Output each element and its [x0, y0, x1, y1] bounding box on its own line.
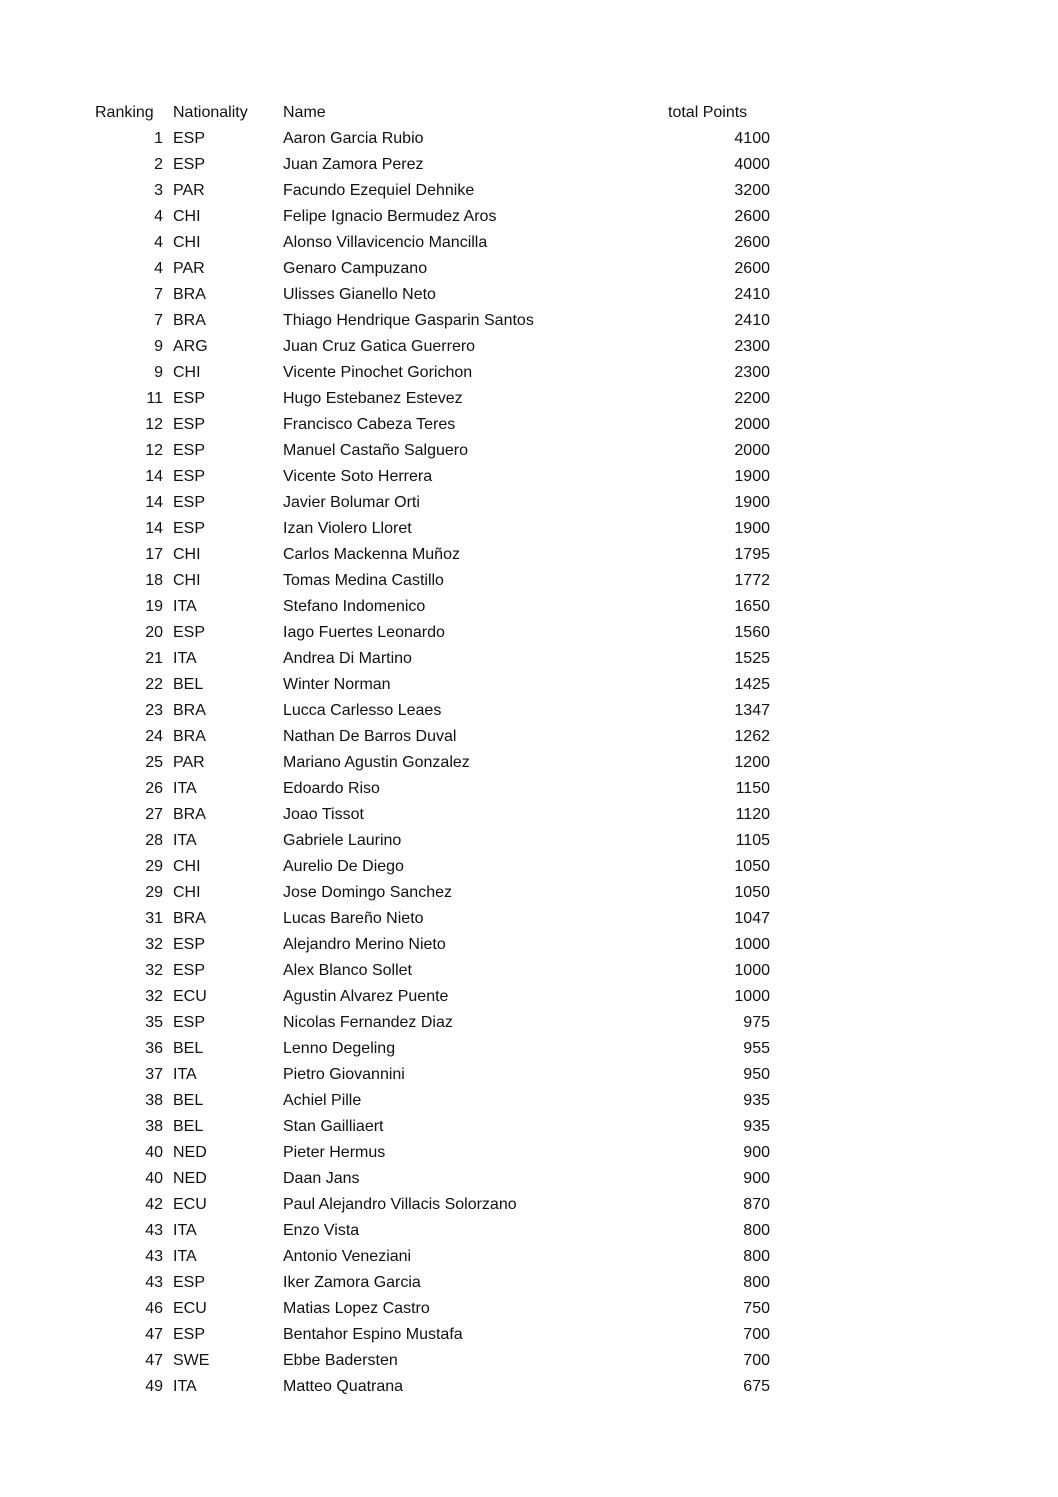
points-cell: 950	[743, 1066, 770, 1083]
table-row	[95, 542, 1058, 568]
nationality-cell: ECU	[173, 1300, 207, 1317]
nationality-cell: ARG	[173, 338, 208, 355]
table-row	[95, 880, 1058, 906]
name-cell: Carlos Mackenna Muñoz	[283, 546, 460, 563]
name-cell: Vicente Soto Herrera	[283, 468, 433, 485]
name-cell: Izan Violero Lloret	[283, 520, 412, 537]
rank-cell: 31	[145, 910, 163, 927]
nationality-cell: ESP	[173, 156, 206, 173]
nationality-cell: ITA	[173, 650, 197, 667]
nationality-cell: ECU	[173, 988, 207, 1005]
nationality-cell: BEL	[173, 1040, 204, 1057]
table-row	[95, 724, 1058, 750]
rank-cell: 22	[145, 676, 163, 693]
points-cell: 4000	[734, 156, 770, 173]
rank-cell: 12	[145, 442, 163, 459]
table-row	[95, 1166, 1058, 1192]
rank-cell: 35	[145, 1014, 163, 1031]
rank-cell: 25	[145, 754, 163, 771]
name-cell: Ebbe Badersten	[283, 1352, 398, 1369]
table-row	[95, 1322, 1058, 1348]
nationality-cell: ESP	[173, 130, 206, 147]
rank-cell: 18	[145, 572, 163, 589]
points-cell: 1200	[734, 754, 770, 771]
column-header-total-points: total Points	[668, 104, 748, 121]
nationality-cell: ESP	[173, 1326, 206, 1343]
rank-cell: 24	[145, 728, 163, 745]
points-cell: 1425	[734, 676, 770, 693]
name-cell: Aurelio De Diego	[283, 858, 404, 875]
table-row	[95, 906, 1058, 932]
points-cell: 1050	[734, 884, 770, 901]
rank-cell: 38	[145, 1092, 163, 1109]
points-cell: 900	[743, 1144, 770, 1161]
name-cell: Felipe Ignacio Bermudez Aros	[283, 208, 497, 225]
rank-cell: 7	[154, 286, 163, 303]
nationality-cell: CHI	[173, 858, 201, 875]
points-cell: 2600	[734, 260, 770, 277]
table-row	[95, 386, 1058, 412]
nationality-cell: BRA	[173, 806, 206, 823]
points-cell: 2200	[734, 390, 770, 407]
nationality-cell: ESP	[173, 442, 206, 459]
points-cell: 1650	[734, 598, 770, 615]
rank-cell: 43	[145, 1248, 163, 1265]
name-cell: Winter Norman	[283, 676, 391, 693]
nationality-cell: ESP	[173, 962, 206, 979]
points-cell: 1347	[734, 702, 770, 719]
points-cell: 1900	[734, 520, 770, 537]
rank-cell: 20	[145, 624, 163, 641]
rank-cell: 47	[145, 1352, 163, 1369]
nationality-cell: BRA	[173, 910, 206, 927]
points-cell: 675	[743, 1378, 770, 1395]
name-cell: Jose Domingo Sanchez	[283, 884, 452, 901]
table-row	[95, 1140, 1058, 1166]
table-row	[95, 360, 1058, 386]
rank-cell: 9	[154, 364, 163, 381]
points-cell: 1120	[735, 806, 770, 823]
table-row	[95, 438, 1058, 464]
table-row	[95, 620, 1058, 646]
nationality-cell: ITA	[173, 832, 197, 849]
name-cell: Juan Zamora Perez	[283, 156, 424, 173]
nationality-cell: BEL	[173, 676, 204, 693]
nationality-cell: CHI	[173, 572, 201, 589]
rank-cell: 29	[145, 858, 163, 875]
table-row	[95, 1010, 1058, 1036]
points-cell: 1000	[734, 962, 770, 979]
name-cell: Nathan De Barros Duval	[283, 728, 457, 745]
table-row	[95, 828, 1058, 854]
table-row	[95, 1192, 1058, 1218]
rank-cell: 40	[145, 1170, 163, 1187]
table-header-row	[95, 100, 1058, 126]
table-row	[95, 334, 1058, 360]
points-cell: 1050	[734, 858, 770, 875]
nationality-cell: CHI	[173, 208, 201, 225]
points-cell: 900	[743, 1170, 770, 1187]
nationality-cell: ITA	[173, 1378, 197, 1395]
name-cell: Iker Zamora Garcia	[283, 1274, 421, 1291]
name-cell: Andrea Di Martino	[283, 650, 412, 667]
rank-cell: 17	[145, 546, 163, 563]
nationality-cell: ESP	[173, 624, 206, 641]
nationality-cell: ESP	[173, 494, 206, 511]
rank-cell: 12	[145, 416, 163, 433]
name-cell: Aaron Garcia Rubio	[283, 130, 424, 147]
column-header-ranking: Ranking	[95, 104, 154, 121]
rank-cell: 38	[145, 1118, 163, 1135]
points-cell: 2410	[734, 286, 770, 303]
nationality-cell: PAR	[173, 754, 205, 771]
rank-cell: 42	[145, 1196, 163, 1213]
name-cell: Matteo Quatrana	[283, 1378, 404, 1395]
name-cell: Javier Bolumar Orti	[283, 494, 420, 511]
table-row	[95, 230, 1058, 256]
rank-cell: 29	[145, 884, 163, 901]
rank-cell: 32	[145, 936, 163, 953]
rank-cell: 19	[145, 598, 163, 615]
points-cell: 800	[743, 1222, 770, 1239]
name-cell: Joao Tissot	[283, 806, 364, 823]
name-cell: Facundo Ezequiel Dehnike	[283, 182, 475, 199]
column-header-name: Name	[283, 104, 326, 121]
rank-cell: 47	[145, 1326, 163, 1343]
nationality-cell: BRA	[173, 702, 206, 719]
name-cell: Vicente Pinochet Gorichon	[283, 364, 473, 381]
table-row	[95, 412, 1058, 438]
table-row	[95, 308, 1058, 334]
rank-cell: 1	[154, 130, 163, 147]
ranking-table	[95, 100, 1058, 1400]
table-row	[95, 178, 1058, 204]
points-cell: 1047	[734, 910, 770, 927]
nationality-cell: NED	[173, 1144, 207, 1161]
rank-cell: 28	[145, 832, 163, 849]
table-row	[95, 464, 1058, 490]
points-cell: 3200	[734, 182, 770, 199]
table-row	[95, 984, 1058, 1010]
table-row	[95, 1218, 1058, 1244]
name-cell: Agustin Alvarez Puente	[283, 988, 449, 1005]
points-cell: 2000	[734, 442, 770, 459]
rank-cell: 49	[145, 1378, 163, 1395]
nationality-cell: ECU	[173, 1196, 207, 1213]
table-row	[95, 802, 1058, 828]
name-cell: Daan Jans	[283, 1170, 360, 1187]
rank-cell: 4	[154, 260, 163, 277]
name-cell: Lucca Carlesso Leaes	[283, 702, 442, 719]
points-cell: 2000	[734, 416, 770, 433]
nationality-cell: PAR	[173, 182, 205, 199]
rank-cell: 4	[154, 234, 163, 251]
rank-cell: 37	[145, 1066, 163, 1083]
name-cell: Bentahor Espino Mustafa	[283, 1326, 463, 1343]
points-cell: 700	[743, 1352, 770, 1369]
nationality-cell: BRA	[173, 728, 206, 745]
nationality-cell: ESP	[173, 1014, 206, 1031]
name-cell: Stan Gailliaert	[283, 1118, 384, 1135]
points-cell: 2600	[734, 234, 770, 251]
points-cell: 935	[743, 1118, 770, 1135]
nationality-cell: CHI	[173, 546, 201, 563]
name-cell: Pietro Giovannini	[283, 1066, 405, 1083]
rank-cell: 32	[145, 988, 163, 1005]
rank-cell: 11	[146, 390, 163, 407]
rank-cell: 14	[145, 520, 163, 537]
points-cell: 700	[743, 1326, 770, 1343]
points-cell: 1262	[734, 728, 770, 745]
points-cell: 1900	[734, 468, 770, 485]
name-cell: Lucas Bareño Nieto	[283, 910, 424, 927]
rank-cell: 43	[145, 1222, 163, 1239]
points-cell: 975	[743, 1014, 770, 1031]
table-row	[95, 672, 1058, 698]
name-cell: Achiel Pille	[283, 1092, 362, 1109]
points-cell: 750	[743, 1300, 770, 1317]
table-row	[95, 1348, 1058, 1374]
nationality-cell: ESP	[173, 390, 206, 407]
rank-cell: 36	[145, 1040, 163, 1057]
points-cell: 800	[743, 1274, 770, 1291]
table-row	[95, 1270, 1058, 1296]
table-row	[95, 698, 1058, 724]
rank-cell: 2	[154, 156, 163, 173]
rank-cell: 23	[145, 702, 163, 719]
nationality-cell: ESP	[173, 936, 206, 953]
points-cell: 2600	[734, 208, 770, 225]
rank-cell: 32	[145, 962, 163, 979]
name-cell: Enzo Vista	[283, 1222, 360, 1239]
table-row	[95, 204, 1058, 230]
name-cell: Pieter Hermus	[283, 1144, 386, 1161]
name-cell: Thiago Hendrique Gasparin Santos	[283, 312, 534, 329]
name-cell: Matias Lopez Castro	[283, 1300, 430, 1317]
rank-cell: 4	[154, 208, 163, 225]
points-cell: 2410	[734, 312, 770, 329]
points-cell: 2300	[734, 364, 770, 381]
table-row	[95, 594, 1058, 620]
name-cell: Alejandro Merino Nieto	[283, 936, 446, 953]
nationality-cell: BEL	[173, 1118, 204, 1135]
table-row	[95, 646, 1058, 672]
points-cell: 1772	[734, 572, 770, 589]
name-cell: Hugo Estebanez Estevez	[283, 390, 463, 407]
nationality-cell: ESP	[173, 1274, 206, 1291]
name-cell: Genaro Campuzano	[283, 260, 428, 277]
name-cell: Ulisses Gianello Neto	[283, 286, 436, 303]
rank-cell: 46	[145, 1300, 163, 1317]
rank-cell: 3	[154, 182, 163, 199]
name-cell: Lenno Degeling	[283, 1040, 396, 1057]
points-cell: 1525	[734, 650, 770, 667]
table-row	[95, 126, 1058, 152]
nationality-cell: BRA	[173, 312, 206, 329]
name-cell: Iago Fuertes Leonardo	[283, 624, 445, 641]
points-cell: 4100	[734, 130, 770, 147]
name-cell: Francisco Cabeza Teres	[283, 416, 456, 433]
table-row	[95, 152, 1058, 178]
name-cell: Stefano Indomenico	[283, 598, 426, 615]
table-row	[95, 516, 1058, 542]
points-cell: 870	[743, 1196, 770, 1213]
nationality-cell: ESP	[173, 416, 206, 433]
name-cell: Mariano Agustin Gonzalez	[283, 754, 470, 771]
table-row	[95, 568, 1058, 594]
table-row	[95, 958, 1058, 984]
nationality-cell: CHI	[173, 884, 201, 901]
table-row	[95, 1036, 1058, 1062]
rank-cell: 43	[145, 1274, 163, 1291]
rank-cell: 21	[145, 650, 163, 667]
points-cell: 1150	[735, 780, 770, 797]
nationality-cell: NED	[173, 1170, 207, 1187]
table-row	[95, 1114, 1058, 1140]
table-row	[95, 1296, 1058, 1322]
points-cell: 955	[743, 1040, 770, 1057]
name-cell: Alonso Villavicencio Mancilla	[283, 234, 488, 251]
table-row	[95, 776, 1058, 802]
table-row	[95, 932, 1058, 958]
rank-cell: 40	[145, 1144, 163, 1161]
table-body	[95, 126, 1058, 1400]
nationality-cell: ITA	[173, 1248, 197, 1265]
name-cell: Antonio Veneziani	[283, 1248, 412, 1265]
points-cell: 935	[743, 1092, 770, 1109]
rank-cell: 27	[145, 806, 163, 823]
name-cell: Tomas Medina Castillo	[283, 572, 444, 589]
table-row	[95, 256, 1058, 282]
nationality-cell: ESP	[173, 520, 206, 537]
nationality-cell: SWE	[173, 1352, 210, 1369]
points-cell: 1900	[734, 494, 770, 511]
column-header-nationality: Nationality	[173, 104, 248, 121]
points-cell: 2300	[734, 338, 770, 355]
nationality-cell: ITA	[173, 1222, 197, 1239]
points-cell: 1795	[734, 546, 770, 563]
rank-cell: 14	[145, 494, 163, 511]
table-row	[95, 490, 1058, 516]
name-cell: Paul Alejandro Villacis Solorzano	[283, 1196, 517, 1213]
rank-cell: 26	[145, 780, 163, 797]
nationality-cell: ITA	[173, 598, 197, 615]
table-row	[95, 854, 1058, 880]
nationality-cell: ESP	[173, 468, 206, 485]
table-row	[95, 1374, 1058, 1400]
points-cell: 1560	[734, 624, 770, 641]
points-cell: 1000	[734, 936, 770, 953]
nationality-cell: CHI	[173, 364, 201, 381]
table-row	[95, 282, 1058, 308]
nationality-cell: BRA	[173, 286, 206, 303]
name-cell: Nicolas Fernandez Diaz	[283, 1014, 453, 1031]
nationality-cell: CHI	[173, 234, 201, 251]
rank-cell: 14	[145, 468, 163, 485]
name-cell: Juan Cruz Gatica Guerrero	[283, 338, 476, 355]
nationality-cell: ITA	[173, 1066, 197, 1083]
nationality-cell: BEL	[173, 1092, 204, 1109]
table-row	[95, 1088, 1058, 1114]
points-cell: 1000	[734, 988, 770, 1005]
nationality-cell: PAR	[173, 260, 205, 277]
name-cell: Manuel Castaño Salguero	[283, 442, 469, 459]
rank-cell: 9	[154, 338, 163, 355]
table-row	[95, 1244, 1058, 1270]
table-row	[95, 1062, 1058, 1088]
name-cell: Edoardo Riso	[283, 780, 380, 797]
nationality-cell: ITA	[173, 780, 197, 797]
rank-cell: 7	[154, 312, 163, 329]
name-cell: Gabriele Laurino	[283, 832, 402, 849]
points-cell: 800	[743, 1248, 770, 1265]
points-cell: 1105	[735, 832, 770, 849]
table-row	[95, 750, 1058, 776]
name-cell: Alex Blanco Sollet	[283, 962, 412, 979]
